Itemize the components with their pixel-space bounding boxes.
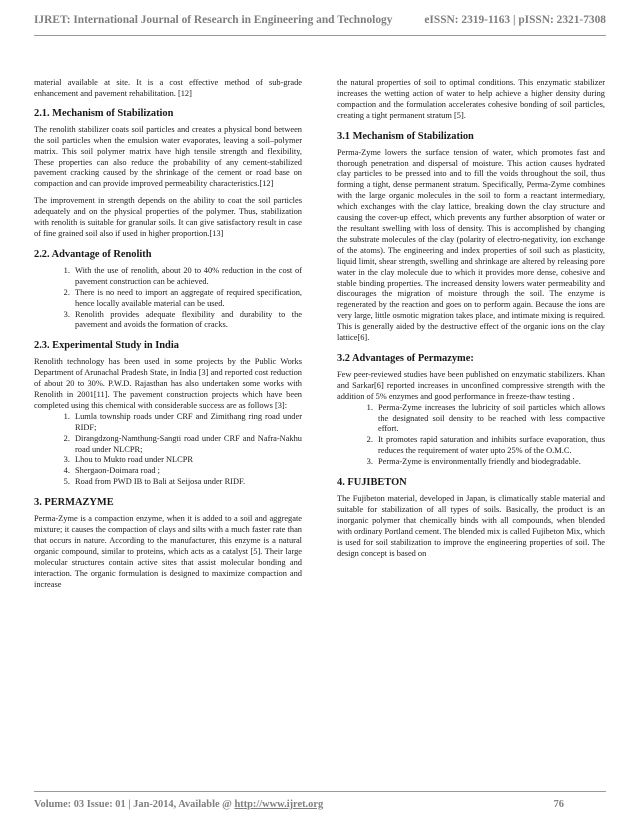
list-item: 1. Perma-Zyme increases the lubricity of soil particles which allows the designated soil density to be reached with less compactive effort.	[375, 403, 605, 436]
left-column	[34, 78, 302, 597]
right-column	[337, 78, 605, 566]
list-item: 3. Renolith provides adequate flexibility and durability to the pavement and avoids the formation of cracks.	[72, 310, 302, 332]
paragraph: Perma-Zyme is a compaction enzyme, when it is added to a soil and aggregate mixture; it causes the compaction of clays and silts with a much faster rate than that occurs in nature. According to the manufacturer, this enzyme is a natural organic compound, similar to proteins, which acts as a catalyst [5]. Their large molecular structures contain active sites that assist molecular bonding and interaction. The organic formulation is designed to maximize compaction and increase	[34, 514, 302, 589]
journal-title: IJRET: International Journal of Research in Engineering and Technology	[34, 14, 393, 26]
list-item: 2. It promotes rapid saturation and inhibits surface evaporation, thus reduces the requirement of water upto 25% of the O.M.C.	[375, 435, 605, 457]
paragraph: The renolith stabilizer coats soil particles and creates a physical bond between the soil particles when the emulsion water evaporates, leaving a soil–polymer matrix. This soil polymer matrix have high tensile strength and flexibility, These properties can also reduce the probability of any cement-stabilized pavement cracking caused by the shrinkage of the cement or road base on compaction and can provide improved permeability characteristics.[12]	[34, 124, 302, 189]
numbered-list	[34, 266, 302, 331]
paragraph: The improvement in strength depends on the ability to coat the soil particles adequately and on the physical properties of the polymer. Thus, stabilization with renolith is suitable for granular soils. It can give satisfactory result in case of fine grained soil also if used in higher proportion.[13]	[34, 196, 302, 238]
list-item: 4. Shergaon-Doimara road ;	[72, 466, 302, 477]
section-heading: 3.2 Advantages of Permazyme:	[337, 352, 474, 364]
paragraph: material available at site. It is a cost effective method of sub-grade enhancement and pavement rehabilitation. [12]	[34, 78, 302, 98]
list-item: 2. Dirangdzong-Namthung-Sangti road under CRF and Nafra-Nakhu road under NLCPR;	[72, 434, 302, 456]
paragraph: Renolith technology has been used in some projects by the Public Works Department of Arunachal Pradesh State, in India [3] and reported cost reduction of about 20 to 30%. P.W.D. Rajasthan has also undertaken some works with Renolith in 2001[11]. The pavement construction projects which have been completed using this chemical with considerable success are as follows [3]:	[34, 357, 302, 410]
list-item: 1. With the use of renolith, about 20 to 40% reduction in the cost of pavement construction can be achieved.	[72, 266, 302, 288]
section-heading: 2.2. Advantage of Renolith	[34, 248, 152, 260]
list-item: 3. Lhou to Mukto road under NLCPR	[72, 455, 302, 466]
volume-text: Volume: 03 Issue: 01 | Jan-2014, Available @	[34, 799, 235, 810]
issn-line: eISSN: 2319-1163 | pISSN: 2321-7308	[424, 14, 606, 26]
page-number: 76	[553, 799, 564, 810]
section-heading: 3. PERMAZYME	[34, 497, 114, 509]
section-heading: 4. FUJIBETON	[337, 477, 407, 489]
section-heading: 2.1. Mechanism of Stabilization	[34, 107, 174, 119]
numbered-list	[337, 403, 605, 468]
list-item: 1. Lumla township roads under CRF and Zimithang ring road under RIDF;	[72, 412, 302, 434]
header-rule	[34, 35, 606, 36]
paragraph: the natural properties of soil to optimal conditions. This enzymatic stabilizer increases the wetting action of water to help achieve a higher density during compaction and the formulation accelerates cohesive bonding of soil particles, creating a tight permanent stratum [5].	[337, 78, 605, 120]
section-heading: 2.3. Experimental Study in India	[34, 340, 179, 352]
list-item: 2. There is no need to import an aggregate of required specification, hence locally available material can be used.	[72, 288, 302, 310]
paragraph: Perma-Zyme lowers the surface tension of water, which promotes fast and thorough penetration and dispersal of moisture. This action causes hydrated clay particles to be pressed into and to fill the voids throughout the soil, thus forming a tight, dense permanent stratum. Specifically, Perma-Zyme combines with the large organic molecules in the soil to form a reactant intermediary, which exchanges with the clay lattice, breaking down the clay structure and causing the cover-up effect, which prevents any further absorption of water or the resultant swelling with loss of density. This is accomplished by changing the substrate molecules of the clay (polarity of electro-negativity, ion exchange of the atoms). The engineering and index properties of soil such as plasticity, liquid limit, shear strength, swelling and shrinkage are altered by releasing pore water in the clay molecule due to which it provides more dense, cohesive and stable binding properties. The increased density lowers water permeability and discourages the migration of moisture through the soil. The enzyme is regenerated by the reaction and goes on to perform again. Because the ions are very large, little osmotic migration takes place, and intimate mixing is required. This is generally aided by the destructive effect of the organic ions on the clay lattice[6].	[337, 147, 605, 343]
footer-volume	[34, 799, 323, 810]
section-heading: 3.1 Mechanism of Stabilization	[337, 130, 474, 142]
numbered-list	[34, 412, 302, 488]
list-item: 5. Road from PWD IB to Bali at Seijosa under RIDF.	[72, 477, 302, 488]
list-item: 3. Perma-Zyme is environmentally friendly and biodegradable.	[375, 457, 605, 468]
paragraph: Few peer-reviewed studies have been published on enzymatic stabilizers. Khan and Sarkar[6] reported increases in unconfined compressive strength with the addition of 5% enzymes and good performance in freeze-thaw testing .	[337, 369, 605, 401]
running-header	[34, 10, 606, 32]
running-footer	[34, 798, 606, 816]
paragraph: The Fujibeton material, developed in Japan, is climatically stable material and suitable for stabilization of all types of soils. Basically, the product is an inorganic polymer that chemically binds with all compounds, when blended with ordinary Portland cement. The blended mix is called Fujibeton Mix, which is used for soil stabilization to improve the engineering properties of soil. The design concept is based on	[337, 494, 605, 558]
journal-link[interactable]: http://www.ijret.org	[234, 799, 324, 810]
footer-rule	[34, 791, 606, 792]
